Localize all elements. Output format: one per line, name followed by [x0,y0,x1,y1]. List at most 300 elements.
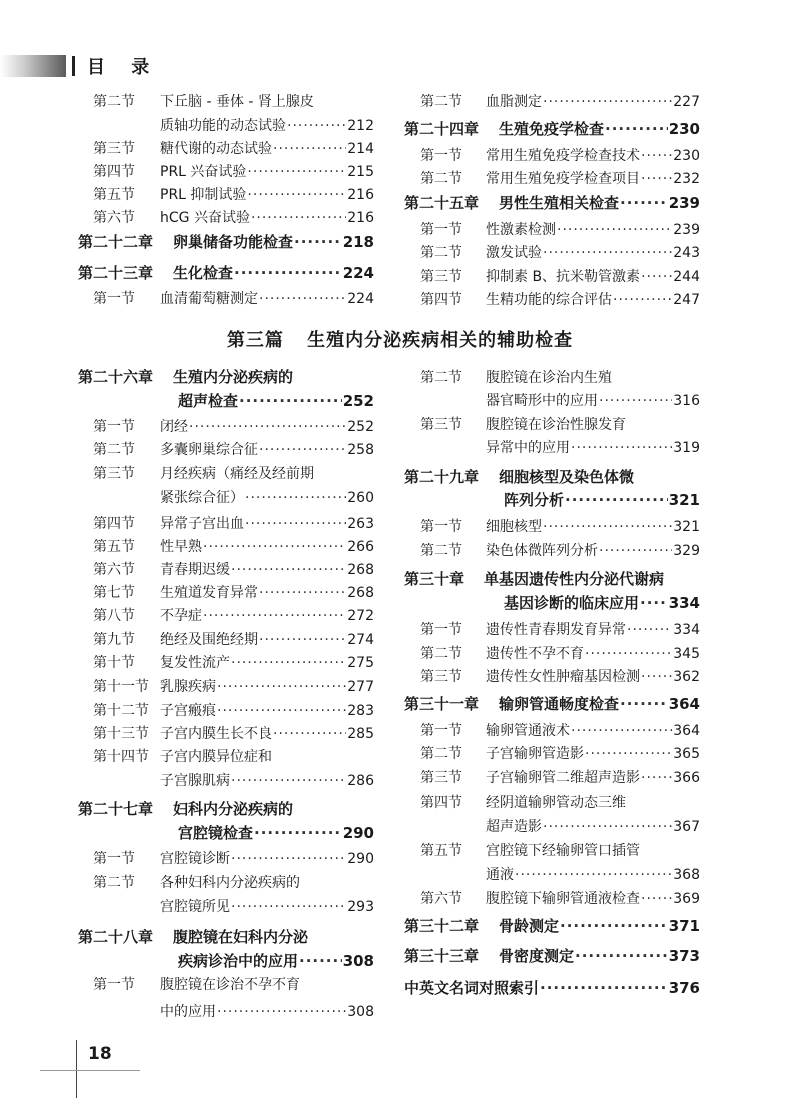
page-ref: 369 [673,891,700,907]
page-ref: 367 [673,819,700,835]
section-title: 宫腔镜诊断 [160,851,230,867]
section-title: 抑制素 B、抗米勒管激素 [486,269,641,285]
toc-section-entry [420,767,700,787]
toc-section-entry [420,743,700,763]
section-title: 血脂测定 [486,94,542,110]
toc-section-entry [93,439,374,459]
leader-dots [247,187,346,203]
leader-dots [640,594,668,612]
page-ref: 227 [673,94,700,110]
page-ref: 285 [347,726,374,742]
section-title: 腹腔镜在诊治性腺发育 [486,417,626,433]
section-title: 糖代谢的动态试验 [160,141,272,157]
leader-dots [585,746,672,762]
chapter-title: 生殖免疫学检查 [499,120,605,138]
section-title: 腹腔镜下输卵管通液检查 [486,891,640,907]
leader-dots [641,269,672,285]
leader-dots [259,632,346,648]
toc-chapter-entry [404,945,700,966]
chapter-number: 第三十章 [404,570,465,588]
section-title: 通液 [486,867,514,883]
toc-section-entry [420,414,700,434]
section-number: 第四节 [93,164,135,180]
page-ref: 286 [347,773,374,789]
header-divider [72,56,75,76]
leader-dots [605,120,668,138]
toc-section-entry [93,848,374,868]
page-ref: 252 [342,392,374,410]
section-number: 第一节 [93,291,135,307]
leader-dots [641,669,672,685]
leader-dots [251,210,346,226]
section-title: 遗传性女性肿瘤基因检测 [486,669,640,685]
page-ref: 239 [668,194,700,212]
part-heading [0,326,800,352]
toc-section-entry [93,138,374,158]
leader-dots [620,695,668,713]
section-title: 细胞核型 [486,519,542,535]
leader-dots [217,1004,346,1020]
leader-dots [259,442,346,458]
toc-section-entry [93,91,374,111]
page-ref: 321 [668,491,700,509]
section-number: 第十三节 [93,726,149,742]
section-number: 第二节 [420,94,462,110]
toc-section-entry [420,367,700,387]
chapter-title: 生殖内分泌疾病的 [173,368,294,386]
toc-section-entry [420,540,700,560]
section-number: 第一节 [420,622,462,638]
chapter-number: 第二十二章 [78,233,154,251]
section-number: 第二节 [420,245,462,261]
page-ref: 366 [673,770,700,786]
leader-dots [231,562,346,578]
toc-chapter-entry [404,977,700,998]
toc-chapter-entry [78,926,374,947]
toc-section-entry [420,516,700,536]
section-title: 子宫瘢痕 [160,703,216,719]
leader-dots [203,539,346,555]
page-ref: 260 [347,490,374,506]
section-number: 第二节 [420,171,462,187]
page-ref: 345 [673,646,700,662]
section-title: 不孕症 [160,608,202,624]
toc-section-entry [93,463,374,483]
toc-section-entry [420,242,700,262]
chapter-title: 宫腔镜检查 [178,824,254,842]
toc-section-entry [420,266,700,286]
toc-chapter-entry [504,489,700,510]
toc-section-entry [160,487,374,507]
chapter-title: 腹腔镜在妇科内分泌 [173,928,309,946]
toc-section-entry [93,629,374,649]
section-number: 第二节 [420,370,462,386]
section-number: 第四节 [420,795,462,811]
section-number: 第五节 [93,187,135,203]
page-ref: 224 [342,264,374,282]
toc-section-entry [486,864,700,884]
section-title: hCG 兴奋试验 [160,210,250,226]
page-ref: 373 [668,947,700,965]
chapter-number: 第二十七章 [78,800,154,818]
section-number: 第三节 [420,669,462,685]
toc-chapter-entry [404,568,700,589]
page-ref: 364 [673,723,700,739]
leader-dots [189,419,346,435]
section-title: 血清葡萄糖测定 [160,291,258,307]
leader-dots [641,171,672,187]
chapter-number: 第三十二章 [404,917,480,935]
chapter-title: 单基因遗传性内分泌代谢病 [484,570,665,588]
leader-dots [571,723,672,739]
toc-section-entry [420,840,700,860]
toc-section-entry [420,289,700,309]
section-number: 第十节 [93,655,135,671]
section-title: 中的应用 [160,1004,216,1020]
leader-dots [259,585,346,601]
section-title: 子宫内膜生长不良 [160,726,272,742]
chapter-title: 疾病诊治中的应用 [178,952,299,970]
section-number: 第十二节 [93,703,149,719]
leader-dots [557,222,672,238]
section-title: 常用生殖免疫学检查项目 [486,171,640,187]
chapter-number: 第三十三章 [404,947,480,965]
toc-section-entry [486,816,700,836]
toc-section-entry [160,115,374,135]
section-number: 第一节 [93,851,135,867]
leader-dots [259,291,346,307]
section-title: 遗传性不孕不育 [486,646,584,662]
page-ref: 216 [347,187,374,203]
section-number: 第八节 [93,608,135,624]
page-ref: 247 [673,292,700,308]
chapter-title: 妇科内分泌疾病的 [173,800,294,818]
chapter-number: 第二十九章 [404,468,480,486]
leader-dots [245,516,346,532]
leader-dots [273,726,346,742]
page-title: 目 录 [87,57,160,78]
toc-section-entry [160,770,374,790]
leader-dots [515,867,672,883]
section-title: 复发性流产 [160,655,230,671]
section-title: 遗传性青春期发育异常 [486,622,626,638]
section-title: 腹腔镜在诊治内生殖 [486,370,612,386]
page-ref: 364 [668,695,700,713]
leader-dots [620,194,668,212]
chapter-number: 第二十八章 [78,928,154,946]
section-title: 子宫输卵管造影 [486,746,584,762]
leader-dots [585,646,672,662]
page-ref: 283 [347,703,374,719]
toc-section-entry [420,91,700,111]
section-title: 输卵管通液术 [486,723,570,739]
chapter-title: 骨密度测定 [499,947,575,965]
leader-dots [599,393,672,409]
part-title: 生殖内分泌疾病相关的辅助检查 [307,330,574,351]
section-title: 多囊卵巢综合征 [160,442,258,458]
page-ref: 308 [342,952,374,970]
section-number: 第二节 [420,646,462,662]
section-title: 子宫内膜异位症和 [160,749,272,765]
section-title: 生精功能的综合评估 [486,292,612,308]
page-ref: 275 [347,655,374,671]
toc-section-entry [420,666,700,686]
section-title: 腹腔镜在诊治不孕不育 [160,977,300,993]
leader-dots [543,94,672,110]
leader-dots [231,899,346,915]
leader-dots [217,679,346,695]
leader-dots [231,773,346,789]
section-number: 第二节 [420,543,462,559]
toc-chapter-entry [178,390,374,411]
toc-section-entry [93,559,374,579]
leader-dots [239,392,342,410]
page-ref: 266 [347,539,374,555]
leader-dots [565,491,668,509]
section-number: 第六节 [420,891,462,907]
toc-chapter-entry [178,822,374,843]
section-title: 异常中的应用 [486,440,570,456]
toc-section-entry [93,723,374,743]
leader-dots [627,622,672,638]
leader-dots [641,770,672,786]
leader-dots [613,292,672,308]
leader-dots [641,891,672,907]
section-title: 常用生殖免疫学检查技术 [486,148,640,164]
page-ref: 316 [673,393,700,409]
section-number: 第一节 [420,148,462,164]
page-ref: 230 [668,120,700,138]
section-title: 闭经 [160,419,188,435]
chapter-number: 第二十三章 [78,264,154,282]
toc-section-entry [486,390,700,410]
toc-section-entry [420,619,700,639]
leader-dots [234,264,342,282]
page-ref: 290 [342,824,374,842]
page-ref: 308 [347,1004,374,1020]
section-number: 第五节 [420,843,462,859]
toc-chapter-entry [404,466,700,487]
page-ref: 272 [347,608,374,624]
leader-dots [543,245,672,261]
toc-section-entry [93,700,374,720]
leader-dots [571,440,672,456]
section-number: 第一节 [93,419,135,435]
toc-section-entry [93,974,374,994]
page-ref: 334 [668,594,700,612]
footer-divider [76,1040,77,1098]
section-title: 性激素检测 [486,222,556,238]
toc-section-entry [93,872,374,892]
chapter-title: 细胞核型及染色体微 [499,468,635,486]
section-title: PRL 兴奋试验 [160,164,247,180]
page-ref: 258 [347,442,374,458]
toc-section-entry [93,513,374,533]
section-title: 超声造影 [486,819,542,835]
leader-dots [641,148,672,164]
section-number: 第一节 [420,519,462,535]
section-number: 第四节 [420,292,462,308]
leader-dots [231,655,346,671]
page-ref: 268 [347,585,374,601]
section-number: 第二节 [93,875,135,891]
toc-section-entry [486,437,700,457]
section-title: 各种妇科内分泌疾病的 [160,875,300,891]
section-number: 第一节 [420,222,462,238]
section-title: 激发试验 [486,245,542,261]
section-number: 第七节 [93,585,135,601]
page-ref: 321 [673,519,700,535]
chapter-title: 卵巢储备功能检查 [173,233,294,251]
toc-section-entry [420,643,700,663]
leader-dots [540,979,668,997]
chapter-number: 第二十四章 [404,120,480,138]
section-title: 宫腔镜下经输卵管口插管 [486,843,640,859]
section-number: 第五节 [93,539,135,555]
page-ref: 230 [673,148,700,164]
section-title: 乳腺疾病 [160,679,216,695]
section-number: 第一节 [420,723,462,739]
leader-dots [245,490,346,506]
chapter-title: 生化检查 [173,264,234,282]
section-number: 第十一节 [93,679,149,695]
chapter-title: 中英文名词对照索引 [404,979,540,997]
toc-section-entry [420,720,700,740]
toc-section-entry [93,416,374,436]
page-ref: 212 [347,118,374,134]
toc-chapter-entry [178,950,374,971]
section-title: 绝经及围绝经期 [160,632,258,648]
toc-section-entry [93,536,374,556]
section-title: 质轴功能的动态试验 [160,118,286,134]
page-ref: 277 [347,679,374,695]
toc-section-entry [160,1001,374,1021]
chapter-title: 骨龄测定 [499,917,560,935]
page-ref: 376 [668,979,700,997]
toc-section-entry [420,219,700,239]
leader-dots [560,917,668,935]
page-ref: 252 [347,419,374,435]
page-ref: 232 [673,171,700,187]
page-ref: 365 [673,746,700,762]
section-number: 第六节 [93,562,135,578]
toc-chapter-entry [404,192,700,213]
leader-dots [247,164,346,180]
section-title: PRL 抑制试验 [160,187,247,203]
section-title: 子宫输卵管二维超声造影 [486,770,640,786]
section-number: 第三节 [420,770,462,786]
page-ref: 224 [347,291,374,307]
toc-chapter-entry [78,262,374,283]
chapter-title: 基因诊断的临床应用 [504,594,640,612]
section-number: 第二节 [93,94,135,110]
toc-section-entry [420,145,700,165]
page-ref: 293 [347,899,374,915]
section-title: 月经疾病（痛经及经前期 [160,466,314,482]
chapter-title: 超声检查 [178,392,239,410]
header-gradient-bar [0,55,66,77]
toc-section-entry [93,582,374,602]
section-number: 第十四节 [93,749,149,765]
section-title: 紧张综合征） [160,490,244,506]
leader-dots [273,141,346,157]
section-title: 经阴道输卵管动态三维 [486,795,626,811]
chapter-title: 输卵管通畅度检查 [499,695,620,713]
leader-dots [254,824,342,842]
page-ref: 319 [673,440,700,456]
section-number: 第三节 [93,141,135,157]
leader-dots [217,703,346,719]
chapter-number: 第三十一章 [404,695,480,713]
leader-dots [575,947,668,965]
page-ref: 334 [673,622,700,638]
section-number: 第三节 [420,417,462,433]
toc-section-entry [420,888,700,908]
section-title: 宫腔镜所见 [160,899,230,915]
page-ref: 362 [673,669,700,685]
page-ref: 263 [347,516,374,532]
toc-section-entry [93,652,374,672]
chapter-title: 男性生殖相关检查 [499,194,620,212]
section-number: 第九节 [93,632,135,648]
toc-chapter-entry [404,118,700,139]
section-number: 第一节 [93,977,135,993]
page-ref: 244 [673,269,700,285]
page-ref: 239 [673,222,700,238]
section-number: 第二节 [93,442,135,458]
section-number: 第三节 [93,466,135,482]
leader-dots [231,851,346,867]
section-title: 性早熟 [160,539,202,555]
section-number: 第六节 [93,210,135,226]
toc-chapter-entry [504,592,700,613]
toc-section-entry [93,184,374,204]
section-title: 器官畸形中的应用 [486,393,598,409]
leader-dots [299,952,342,970]
toc-section-entry [93,161,374,181]
toc-chapter-entry [78,231,374,252]
page-ref: 290 [347,851,374,867]
section-title: 子宫腺肌病 [160,773,230,789]
section-title: 染色体微阵列分析 [486,543,598,559]
part-label: 第三篇 [226,330,284,351]
page-ref: 243 [673,245,700,261]
toc-section-entry [93,207,374,227]
section-title: 青春期迟缓 [160,562,230,578]
page-ref: 329 [673,543,700,559]
page-ref: 274 [347,632,374,648]
page-ref: 368 [673,867,700,883]
toc-section-entry [420,792,700,812]
chapter-number: 第二十五章 [404,194,480,212]
chapter-number: 第二十六章 [78,368,154,386]
section-title: 下丘脑 - 垂体 - 肾上腺皮 [160,94,314,110]
leader-dots [599,543,672,559]
toc-chapter-entry [404,915,700,936]
toc-section-entry [420,168,700,188]
page-ref: 268 [347,562,374,578]
toc-chapter-entry [78,798,374,819]
toc-section-entry [93,288,374,308]
leader-dots [543,519,672,535]
section-number: 第三节 [420,269,462,285]
section-number: 第四节 [93,516,135,532]
page-ref: 214 [347,141,374,157]
footer-rule [40,1070,140,1071]
leader-dots [203,608,346,624]
page-ref: 218 [342,233,374,251]
section-title: 异常子宫出血 [160,516,244,532]
